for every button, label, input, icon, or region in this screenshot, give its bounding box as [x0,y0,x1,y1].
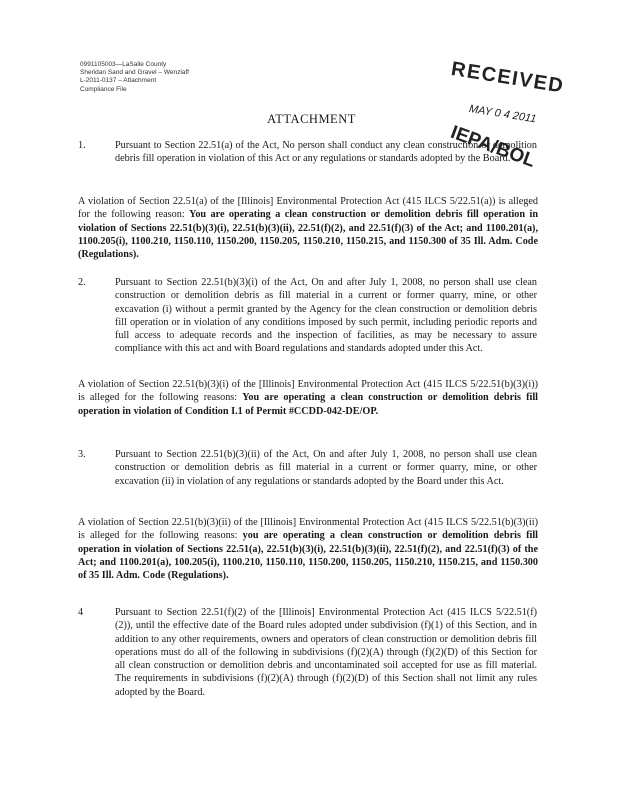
page-title: ATTACHMENT [267,112,356,126]
header-line: L-2011-0137 – Attachment [80,77,157,85]
item-text: Pursuant to Section 22.51(f)(2) of the [Illinois] Environmental Protection Act (415 ILCS 5/22.51(f)(2)), until the effective date of the Board rules adopted under subdivision (f)(1) of this Section, and in addition to any other requirements, owners and operators of clean construction or demolition debris fill operations must do all of the following in subdivisions (f)(2)(A) through (f)(2)(D) of this Section for all clean construction or demolition debris and uncontaminated soil accepted for use as fill material. The requirements in subdivisions (f)(2)(A) through (f)(2)(D) of this Section shall not limit any rules adopted by the Board. [115,607,537,698]
violation-finding: you are operating a clean construction or demolition debris fill operation in violation of Sections 22.51(a), 22.51(b)(3)(i), 22.51(b)(3)(ii), 22.51(f)(2), and 22.51(f)(3) of the Act; and 1100.201(a), 100.205(i), 1100.210, 1150.110, 1150.200, 1150.205, 1150.210, 1150.215, and 1150.300 of 35 Ill. Adm. Code (Regulations). [78,530,538,582]
violation-paragraph [78,516,538,582]
item-number: 2. [78,277,86,288]
violation-finding: You are operating a clean construction or demolition debris fill operation in violation of Condition I.1 of Permit #CCDD-042-DE/OP. [78,392,538,417]
item-text: Pursuant to Section 22.51(b)(3)(i) of the Act, On and after July 1, 2008, no person shall use clean construction or demolition debris as fill material in a current or former quarry, mine, or other excavation (i) without a permit granted by the Agency for the clean construction or demolition debris fill operation or in violation of any conditions imposed by such permit, including periodic reports and full access to adequate records and the inspection of facilities, as may be necessary to assure compliance with this act and with Board regulations and standards adopted under this Act. [115,277,537,355]
item-text: Pursuant to Section 22.51(b)(3)(ii) of the Act, On and after July 1, 2008, no person shall use clean construction or demolition debris as fill material in a current or former quarry, mine, or other excavation (ii) in violation of any regulations or standards adopted by the Board under this Act. [115,449,537,487]
received-date-stamp: MAY 0 4 2011 [468,103,538,126]
item-text: Pursuant to Section 22.51(a) of the Act, No person shall conduct any clean construction or demolition debris fill operation in violation of this Act or any regulations or standards adopted by the Board. [115,140,537,165]
violation-paragraph [78,195,538,261]
received-stamp: RECEIVED [449,58,566,98]
violation-intro: A violation of Section 22.51(b)(3)(i) of the [Illinois] Environmental Protection Act (415 ILCS 5/22.51(b)(3)(i)) is alleged for the following reasons: [78,379,538,404]
item-number: 3. [78,449,86,460]
document-header [80,61,189,94]
violation-intro: A violation of Section 22.51(b)(3)(ii) of the [Illinois] Environmental Protection Act (415 ILCS 5/22.51(b)(3)(ii) is alleged for the following reasons: [78,517,538,542]
header-line: Compliance File [80,85,127,93]
header-line: 0991105003—LaSalle County [80,61,167,68]
violation-paragraph [78,378,538,418]
violation-finding: You are operating a clean construction or demolition debris fill operation in violation of Sections 22.51(b)(3)(i), 22.51(b)(3)(ii), 22.51(f)(2), and 22.51(f)(3) of the Act; and 1100.201(a), 1100.205(i), 1100.210, 1150.110, 1150.200, 1150.205, 1150.210, 1150.215, and 1150.300 of 35 Ill. Adm. Code (Regulations). [78,209,538,261]
iepa-bol-stamp: IEPA/BOL [447,122,539,172]
violation-intro: A violation of Section 22.51(a) of the [Illinois] Environmental Protection Act (415 ILCS 5/22.51(a)) is alleged for the following reason: [78,196,538,221]
item-number: 4 [78,607,84,618]
item-number: 1. [78,140,86,151]
header-line: Sheridan Sand and Gravel – Wenzlaff [80,69,189,77]
